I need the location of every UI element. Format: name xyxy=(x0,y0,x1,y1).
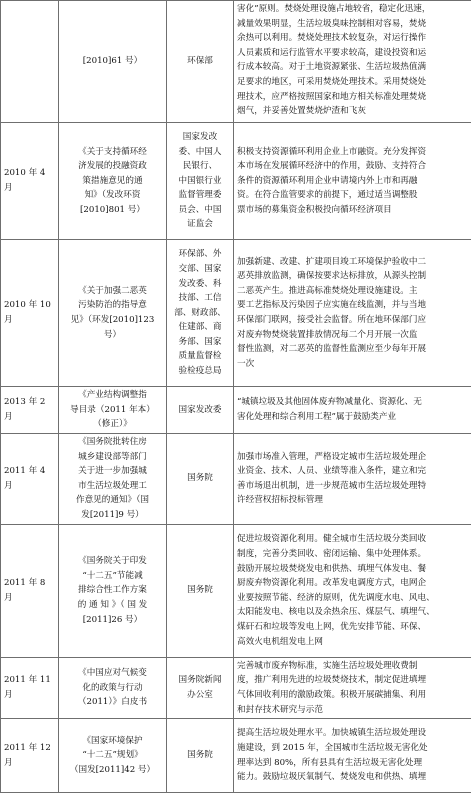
policy-document-line: 排综合性工作方案 xyxy=(62,583,163,598)
policy-document-line: （修正）》 xyxy=(62,417,163,432)
policy-content-line: 对废弃物焚烧装置排放情况每二个月开展一次监 xyxy=(237,328,468,343)
policy-content xyxy=(234,719,471,793)
policy-row xyxy=(1,240,471,387)
policy-content xyxy=(234,123,471,240)
policy-document xyxy=(59,240,167,387)
policy-document xyxy=(59,387,167,434)
date-text: 2011 年 11 xyxy=(4,673,55,688)
policy-document xyxy=(59,719,167,793)
policy-document-line: 《中国应对气候变 xyxy=(62,666,163,681)
policy-content-line: 害化”原则。焚烧处理设施占地较省，稳定化迅速， xyxy=(237,2,468,17)
policy-document-line: [2011]26 号） xyxy=(62,613,163,628)
policy-date xyxy=(1,719,59,793)
date-text: 2013 年 2 月 xyxy=(4,395,55,424)
policy-document-line: “十二五”规划》 xyxy=(62,748,163,763)
issuing-agency-line: 质量监督检 xyxy=(170,349,230,364)
policy-content-line: 要工艺指标及污染因子应实施在线监测，并与当地 xyxy=(237,298,468,313)
policy-content-line: 恶英排放监测，确保按要求达标排放，从源头控制 xyxy=(237,269,468,284)
policy-content-line: 票市场的募集资金积极投向循环经济项目 xyxy=(237,203,468,218)
policy-content-line: 加强市场准入管理，严格设定城市生活垃圾处理企 xyxy=(237,450,468,465)
date-text: 2011 年 12 xyxy=(4,741,55,756)
policy-document-line: 市生活垃圾处理工 xyxy=(62,479,163,494)
policy-content-line: “城镇垃圾及其他固体废弃物减量化、资源化、无 xyxy=(237,395,468,410)
policy-document-line: “十二五”节能减 xyxy=(62,569,163,584)
policy-document-line: 济发展的投融资政 xyxy=(62,159,163,174)
policy-document-line: 作意见的通知》（国 xyxy=(62,493,163,508)
date-text: 2010 年 10 xyxy=(4,298,55,313)
policy-content-line: 业要按照节能、经济的原则，优先调度水电、风电、 xyxy=(237,591,468,606)
issuing-agency-line: 交部、国家 xyxy=(170,262,230,277)
policy-content-line: 督性监测，对二恶英的监督性监测应至少每年开展 xyxy=(237,342,468,357)
policy-content-line: 许经营权招标投标管理 xyxy=(237,493,468,508)
date-text: 2011 年 4 月 xyxy=(4,464,55,493)
policy-content-line: 理技术，应严格按照国家和地方相关标准处理焚烧 xyxy=(237,90,468,105)
policy-row xyxy=(1,657,471,718)
policy-table-body xyxy=(1,1,471,793)
policy-content-line: 人员素质和运行监管水平要求较高，建设投资和运 xyxy=(237,46,468,61)
policy-content-line: 完善城市废弃物标准，实施生活垃圾处理收费制 xyxy=(237,659,468,674)
policy-date xyxy=(1,240,59,387)
policy-content-line: 加强新建、改建、扩建项目竣工环境保护验收中二 xyxy=(237,255,468,270)
policy-date xyxy=(1,524,59,657)
policy-date xyxy=(1,657,59,718)
policy-document-line: 的 通 知 》（ 国 发 xyxy=(62,598,163,613)
policy-document-line: 化的政策与行动 xyxy=(62,681,163,696)
issuing-agency-line: 验检疫总局 xyxy=(170,364,230,379)
policy-content-line: 厨废弃物资源化利用。改革发电调度方式，电网企 xyxy=(237,576,468,591)
policy-content-line: 业资金、技术、人员、业绩等准入条件，建立和完 xyxy=(237,464,468,479)
issuing-agency xyxy=(167,240,234,387)
issuing-agency-line: 国家发改 xyxy=(170,130,230,145)
policy-content-line: 足要求的地区，可采用焚烧处理技术。采用焚烧处 xyxy=(237,75,468,90)
policy-document-line: 《关于加强二恶英 xyxy=(62,284,163,299)
policy-row xyxy=(1,1,471,123)
policy-content-line: 行成本较高。对于土地资源紧张、生活垃圾热值满 xyxy=(237,60,468,75)
issuing-agency-line: 发改委、科 xyxy=(170,277,230,292)
policy-document-line: （国发[2011]42 号） xyxy=(62,763,163,778)
policy-document-line: 《产业结构调整指 xyxy=(62,388,163,403)
issuing-agency-line: 国家发改委 xyxy=(170,403,230,418)
policy-content-line: 和封存技术研究与示范 xyxy=(237,703,468,718)
policy-document xyxy=(59,657,167,718)
policy-document-line: 城乡建设部等部门 xyxy=(62,450,163,465)
date-text: 2010 年 4 月 xyxy=(4,166,55,195)
policy-content-line: 条件的资源循环利用企业申请境内外上市和再融 xyxy=(237,174,468,189)
policy-content-line: 理率达到 80%，所有县具有生活垃圾无害化处理 xyxy=(237,756,468,771)
policy-document-line: 《国家环境保护 xyxy=(62,734,163,749)
policy-date xyxy=(1,1,59,123)
policy-document-line: 《国务院批转住房 xyxy=(62,435,163,450)
policy-document-line: [2010]801 号） xyxy=(62,203,163,218)
policy-document-line: 导目录（2011 年本） xyxy=(62,403,163,418)
issuing-agency-line: 国务院 xyxy=(170,471,230,486)
policy-document xyxy=(59,123,167,240)
policy-content-line: 鼓励开展垃圾焚烧发电和供热、填埋气体发电、餐 xyxy=(237,562,468,577)
policy-content-line: 一次 xyxy=(237,357,468,372)
policy-content-line: 煤矸石和垃圾等发电上网，优先安排节能、环保、 xyxy=(237,620,468,635)
issuing-agency xyxy=(167,657,234,718)
policy-content xyxy=(234,1,471,123)
policy-document xyxy=(59,1,167,123)
issuing-agency-line: 员会、中国 xyxy=(170,203,230,218)
policy-date xyxy=(1,433,59,524)
policy-document-line: 策措施意见的通 xyxy=(62,174,163,189)
issuing-agency-line: 国务院 xyxy=(170,748,230,763)
issuing-agency xyxy=(167,433,234,524)
policy-content-line: 积极支持资源循环利用企业上市融资。充分发挥资 xyxy=(237,145,468,160)
policy-content-line: 提高生活垃圾处理水平。加快城镇生活垃圾处理设 xyxy=(237,726,468,741)
policy-row xyxy=(1,123,471,240)
issuing-agency-line: 办公室 xyxy=(170,688,230,703)
policy-content-line: 二恶英产生。推进高标准焚烧处理设施建设。主 xyxy=(237,284,468,299)
policy-row xyxy=(1,433,471,524)
policy-content-line: 本市场在发展循环经济中的作用，鼓励、支持符合 xyxy=(237,159,468,174)
policy-document-line: 见》（环发[2010]123 xyxy=(62,313,163,328)
issuing-agency-line: 住建部、商 xyxy=(170,320,230,335)
policy-content xyxy=(234,433,471,524)
policy-content-line: 害化处理和综合利用工程”属于鼓励类产业 xyxy=(237,410,468,425)
issuing-agency-line: 国务院 xyxy=(170,583,230,598)
policy-content-line: 余热可以利用。焚烧处理技术较复杂，对运行操作 xyxy=(237,31,468,46)
policy-content xyxy=(234,240,471,387)
date-text-continued: 月 xyxy=(4,688,55,703)
policy-content-line: 高效火电机组发电上网 xyxy=(237,635,468,650)
policy-row xyxy=(1,524,471,657)
policy-content-line: 减量效果明显，生活垃圾臭味控制相对容易，焚烧 xyxy=(237,17,468,32)
policy-content-line: 能力。鼓励垃圾厌氧制气、焚烧发电和供热、填埋 xyxy=(237,770,468,785)
issuing-agency-line: 务部、国家 xyxy=(170,335,230,350)
issuing-agency-line: 国务院新闻 xyxy=(170,673,230,688)
policy-content-line: 促进垃圾资源化利用。健全城市生活垃圾分类回收 xyxy=(237,532,468,547)
policy-content-line: 度，推广利用先进的垃圾焚烧技术，制定促进填埋 xyxy=(237,673,468,688)
policy-content-line: 施建设，到 2015 年，全国城市生活垃圾无害化处 xyxy=(237,741,468,756)
policy-content xyxy=(234,524,471,657)
policy-content-line: 善市场退出机制，进一步规范城市生活垃圾处理特 xyxy=(237,479,468,494)
issuing-agency-line: 民银行、 xyxy=(170,159,230,174)
issuing-agency-line: 委、中国人 xyxy=(170,145,230,160)
policy-content-line: 制度，完善分类回收、密闭运输、集中处理体系。 xyxy=(237,547,468,562)
date-text: 2011 年 8 月 xyxy=(4,576,55,605)
issuing-agency-line: 环保部 xyxy=(170,54,230,69)
policy-row xyxy=(1,719,471,793)
policy-date xyxy=(1,387,59,434)
policy-document xyxy=(59,433,167,524)
policy-document-line: 《国务院关于印发 xyxy=(62,554,163,569)
issuing-agency xyxy=(167,1,234,123)
policy-content-line: 太阳能发电、核电以及余热余压、煤层气、填埋气、 xyxy=(237,605,468,620)
policy-content-line: 环保部门联网，接受社会监督。所在地环保部门应 xyxy=(237,313,468,328)
issuing-agency-line: 证监会 xyxy=(170,217,230,232)
issuing-agency-line: 技部、工信 xyxy=(170,291,230,306)
policy-document-line: 《关于支持循环经 xyxy=(62,145,163,160)
policy-document-line: 号） xyxy=(62,328,163,343)
policy-document-line: 污染防治的指导意 xyxy=(62,298,163,313)
issuing-agency-line: 环保部、外 xyxy=(170,247,230,262)
date-text-continued: 月 xyxy=(4,313,55,328)
issuing-agency xyxy=(167,719,234,793)
date-text-continued: 月 xyxy=(4,756,55,771)
issuing-agency xyxy=(167,387,234,434)
issuing-agency xyxy=(167,123,234,240)
policy-document-line: 发[2011]9 号） xyxy=(62,508,163,523)
policy-date xyxy=(1,123,59,240)
issuing-agency-line: 部、财政部、 xyxy=(170,306,230,321)
issuing-agency-line: 中国银行业 xyxy=(170,174,230,189)
policy-document-line: 知》（发改环资 xyxy=(62,188,163,203)
policy-document-line: （2011）》白皮书 xyxy=(62,695,163,710)
policy-content xyxy=(234,657,471,718)
policy-row xyxy=(1,387,471,434)
policy-document xyxy=(59,524,167,657)
issuing-agency xyxy=(167,524,234,657)
policy-document-line: [2010]61 号） xyxy=(62,54,163,69)
policy-content-line: 气体回收利用的激励政策。积极开展碳捕集、利用 xyxy=(237,688,468,703)
issuing-agency-line: 监督管理委 xyxy=(170,188,230,203)
policy-content-line: 烟气，并妥善处置焚烧炉渣和飞灰 xyxy=(237,104,468,119)
policy-content-line: 资。在符合监管要求的前提下，通过适当调整股 xyxy=(237,188,468,203)
policy-content xyxy=(234,387,471,434)
policy-document-line: 关于进一步加强城 xyxy=(62,464,163,479)
